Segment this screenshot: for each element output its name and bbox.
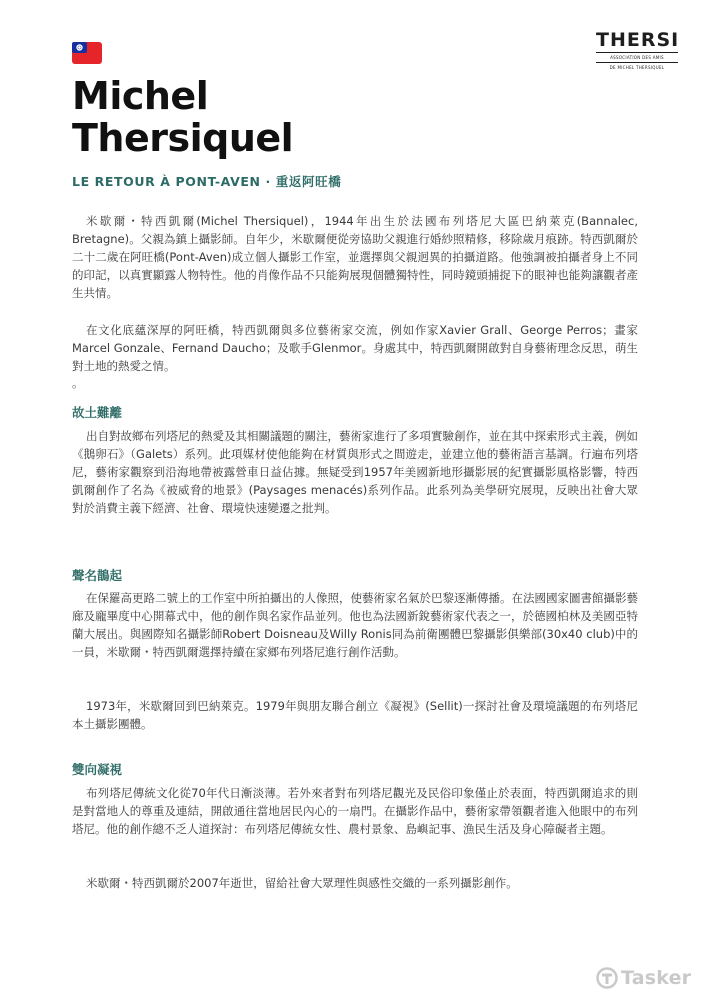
logo-subtitle-1: ASSOCIATION DES AMIS (610, 55, 664, 60)
section-paragraph: 出自對故鄉布列塔尼的熱愛及其相關議題的關注，藝術家進行了多項實驗創作，並在其中探索形式主義，例如《鵝卵石》（Galets）系列。此項媒材使他能夠在材質與形式之間遊走，並建立他的藝術語言基調。行遍布列塔尼，藝術家觀察到沿海地帶被露營車日益佔據。無疑受到1957年美國新地形攝影展的紀實攝影風格影響，特西凱爾創作了名為《被威脅的地景》(Paysages menacés)系列作品。此系列為美學研究展現，反映出社會大眾對於消費主義下經濟、社會、環境快速變遷之批判。 (72, 429, 638, 515)
tasker-watermark (596, 964, 691, 992)
section-heading-gaze: 雙向凝視 (72, 762, 123, 777)
section-paragraph: 米歇爾・特西凱爾於2007年逝世，留給社會大眾理性與感性交織的一系列攝影創作。 (86, 876, 518, 890)
association-logo (596, 30, 678, 70)
tasker-logo-icon (596, 967, 618, 989)
tasker-watermark-text: Tasker (621, 967, 692, 989)
title-line-2: Thersiquel (72, 116, 294, 160)
section-paragraph: 布列塔尼傳統文化從70年代日漸淡薄。若外來者對布列塔尼觀光及民俗印象僅止於表面，特西凱爾追求的則是對當地人的尊重及連結，開啟通往當地居民內心的一扇門。在攝影作品中，藝術家帶領觀者進入他眼中的布列塔尼。他的創作總不乏人道探討：布列塔尼傳統女性、農村景象、島嶼記事、漁民生活及身心障礙者主題。 (72, 786, 638, 836)
section-heading-fame: 聲名鵲起 (72, 568, 123, 583)
section-paragraph: 在保羅高更路二號上的工作室中所拍攝出的人像照，使藝術家名氣於巴黎逐漸傳播。在法國國家圖書館攝影藝廊及龐畢度中心開幕式中，他的創作與名家作品並列。他也為法國新銳藝術家代表之一，於德國柏林及美國亞特蘭大展出。與國際知名攝影師Robert Doisneau及Willy Ronis同為前衛團體巴黎攝影俱樂部(30x40 club)中的一員，米歇爾・特西凱爾選擇持續在家鄉布列塔尼進行創作活動。 (72, 591, 638, 659)
intro-paragraph-1: 米歇爾・特西凱爾(Michel Thersiquel)，1944年出生於法國布列塔尼大區巴納萊克(Bannalec, Bretagne)。父親為鎮上攝影師。自年少，米歇爾便從旁協助父親進行婚紗照精修，移除歲月痕跡。特西凱爾於二十二歲在阿旺橋(Pont-Aven)成立個人攝影工作室，並選擇與父親迥異的拍攝道路。他強調被拍攝者身上不同的印記，以真實顯露人物特性。他的肖像作品不只能夠展現個體獨特性，同時鏡頭捕捉下的眼神也能夠讓觀者產生共情。 (72, 214, 638, 300)
logo-subtitle-2: DE MICHEL THERSIQUEL (609, 65, 665, 70)
page-title (72, 75, 293, 159)
section-heading-homeland: 故土難離 (72, 405, 123, 420)
stray-punctuation: 。 (72, 376, 84, 390)
page-subtitle: LE RETOUR À PONT-AVEN · 重返阿旺橋 (72, 174, 342, 189)
title-line-1: Michel (72, 74, 209, 118)
taiwan-flag-icon (72, 42, 102, 64)
logo-mark: THERSI (596, 29, 680, 51)
intro-paragraph-2: 在文化底蘊深厚的阿旺橋，特西凱爾與多位藝術家交流，例如作家Xavier Grall、George Perros；畫家Marcel Gonzale、Fernand Daucho；及歌手Glenmor。身處其中，特西凱爾開啟對自身藝術理念反思，萌生對土地的熱愛之情。 (72, 323, 638, 373)
section-paragraph: 1973年，米歇爾回到巴納萊克。1979年與朋友聯合創立《凝視》(Sellit)一探討社會及環境議題的布列塔尼本土攝影團體。 (72, 699, 638, 731)
logo-divider (596, 52, 678, 53)
logo-divider (596, 62, 678, 63)
